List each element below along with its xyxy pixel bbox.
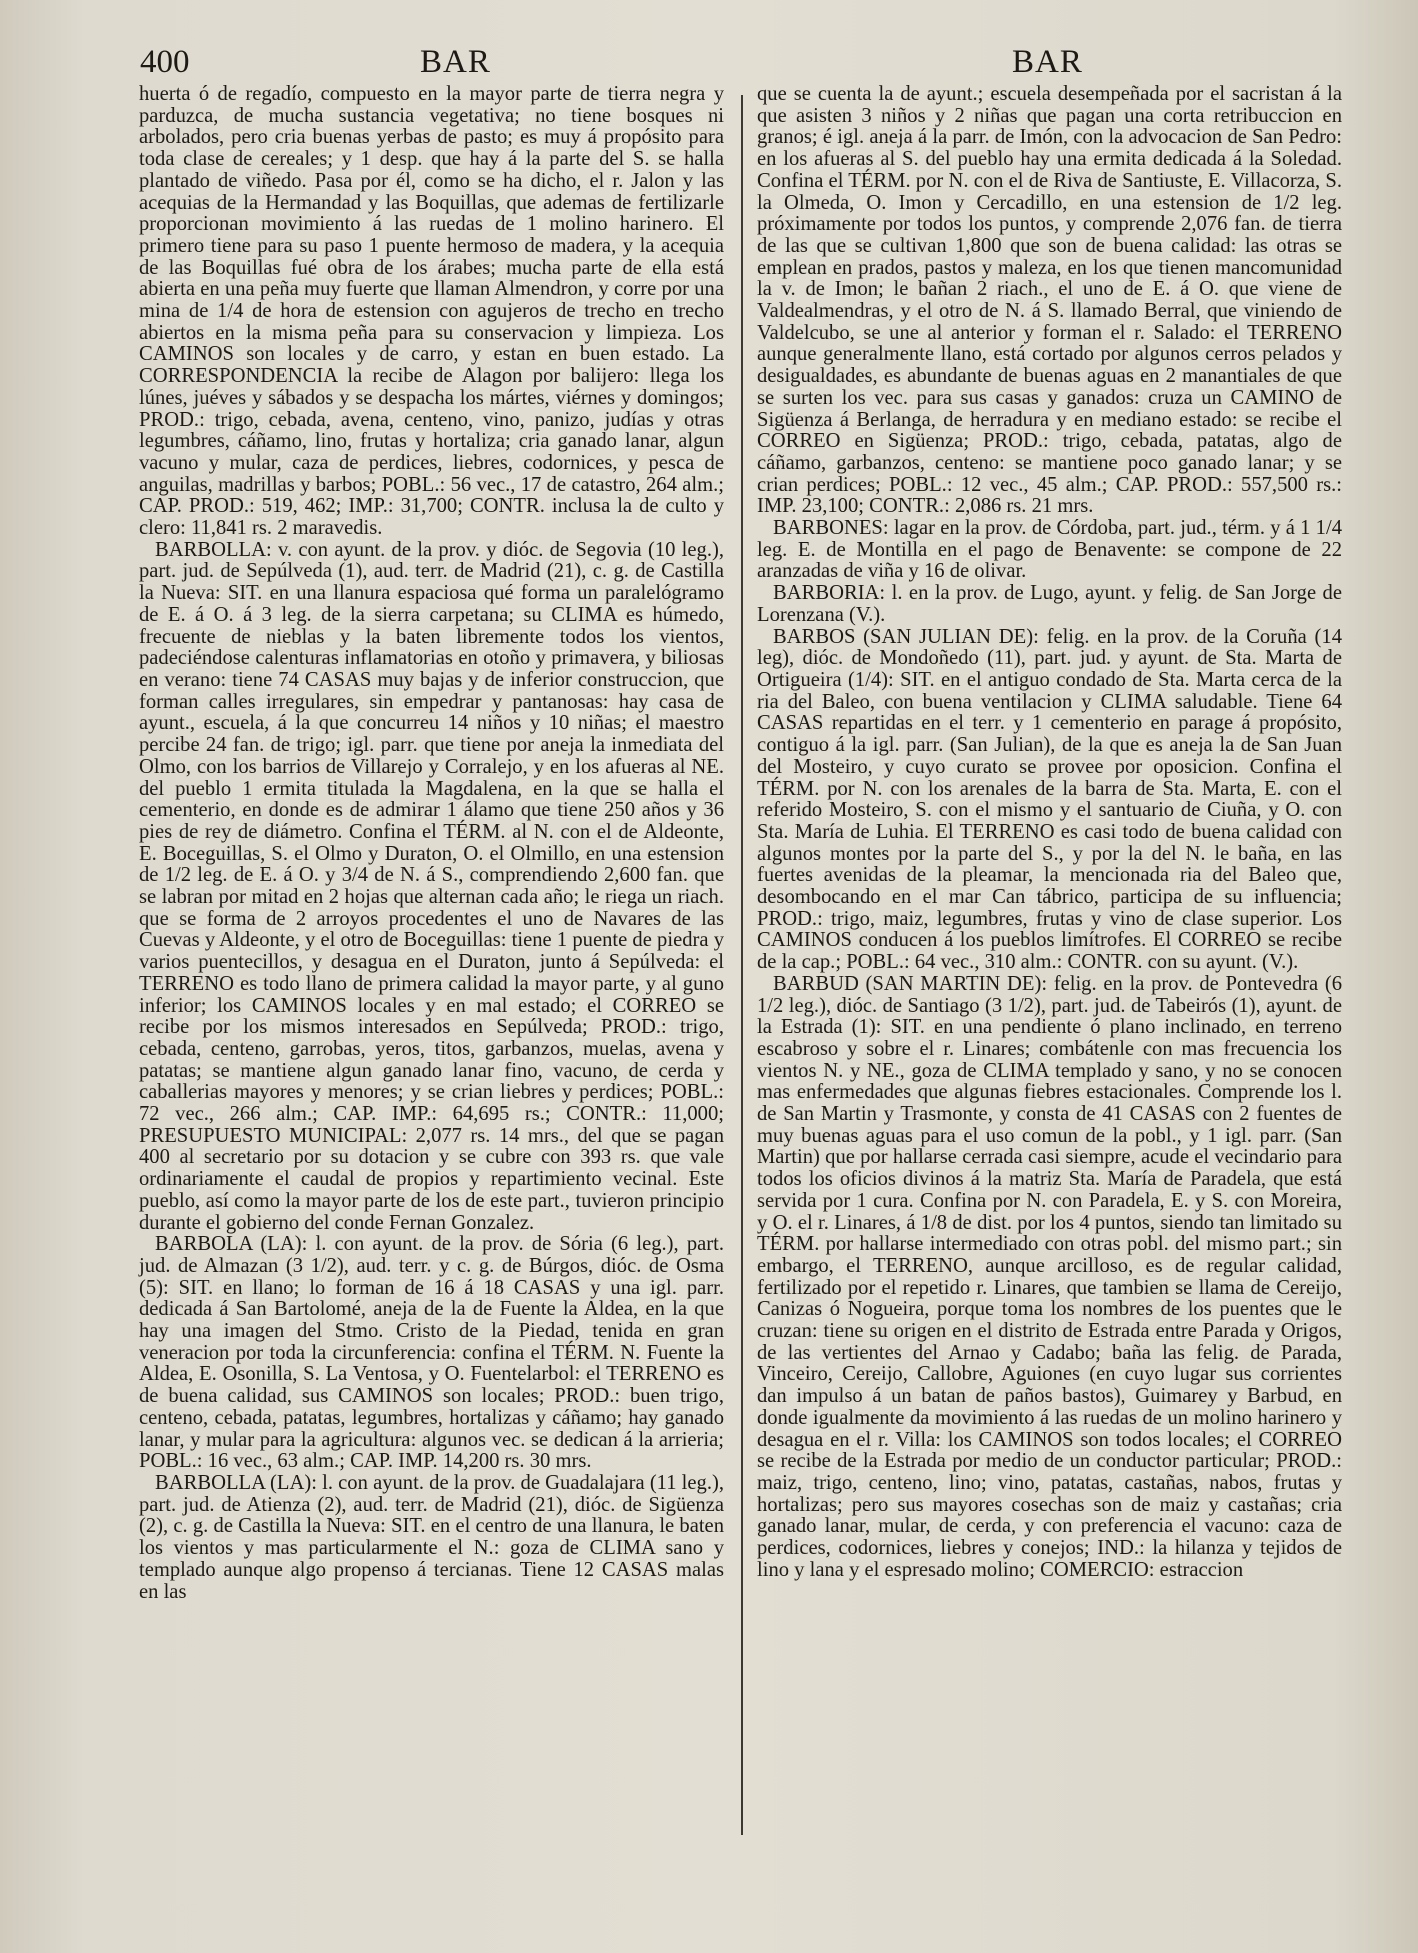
running-head-right: BAR (1012, 44, 1083, 80)
entry-barbolla-segovia: BARBOLLA: v. con ayunt. de la prov. y dióc. de Segovia (10 leg.), part. jud. de Sepúlveda (1), aud. terr. de Madrid (21), c. g. de Castilla la Nueva: SIT. en una llanura espaciosa qué forma un paralelógramo de E. á O. á 3 leg. de la sierra carpetana; su CLIMA es húmedo, frecuente de nieblas y la baten libremente todos los vientos, padeciéndose calenturas inflamatorias en otoño y primavera, y biliosas en verano: tiene 74 CASAS muy bajas y de inferior construccion, que forman calles irregulares, sin empedrar y pantanosas: hay casa de ayunt., escuela, á la que concurreu 14 niños y 10 niñas; el maestro percibe 24 fan. de trigo; igl. parr. que tiene por aneja la inmediata del Olmo, con los barrios de Villarejo y Corralejo, y en los afueras al NE. del pueblo 1 ermita titulada la Magdalena, en la que se halla el cementerio, en donde es de admirar 1 álamo que tiene 250 años y 36 pies de rey de diámetro. Confina el TÉRM. al N. con el de Aldeonte, E. Boceguillas, S. el Olmo y Duraton, O. el Olmillo, en una estension de 1/2 leg. de E. á O. y 3/4 de N. á S., comprendiendo 2,600 fan. que se labran por mitad en 2 hojas que alternan cada año; le riega un riach. que se forma de 2 arroyos procedentes el uno de Navares de las Cuevas y Aldeonte, y el otro de Boceguillas: tiene 1 puente de piedra y varios puentecillos, y desagua en el Duraton, junto á Sepúlveda: el TERRENO es todo llano de primera calidad la mayor parte, y al guno inferior; los CAMINOS locales y en mal estado; el CORREO se recibe por los mismos interesados en Sepúlveda; PROD.: trigo, cebada, centeno, garrobas, yeros, titos, garbanzos, muelas, avena y patatas; se mantiene algun ganado lanar fino, vacuno, de cerda y caballerias mayores y menores; y se crian liebres y perdices; POBL.: 72 vec., 266 alm.; CAP. IMP.: 64,695 rs.; CONTR.: 11,000; PRESUPUESTO MUNICIPAL: 2,077 rs. 14 mrs., del que se pagan 400 al secretario por su dotacion y se cubre con 393 rs. que vale ordinariamente el caudal de propios y repartimiento vecinal. Este pueblo, así como la mayor parte de los de este part., tuvieron principio durante el gobierno del conde Fernan Gonzalez. (139, 538, 724, 1234)
page-number: 400 (140, 44, 190, 80)
entry-barbones: BARBONES: lagar en la prov. de Córdoba, part. jud., térm. y á 1 1/4 leg. E. de Montilla en el pago de Benavente: se compone de 22 aranzadas de viña y 16 de olivar. (757, 517, 1342, 583)
running-head-left: BAR (420, 44, 491, 80)
right-column (757, 84, 1342, 1582)
entry-barboria: BARBORIA: l. en la prov. de Lugo, ayunt. y felig. de San Jorge de Lorenzana (V.). (757, 582, 1342, 626)
left-column (139, 84, 724, 1603)
column-divider (741, 95, 743, 1835)
entry-barbola-soria: BARBOLA (LA): l. con ayunt. de la prov. de Sória (6 leg.), part. jud. de Almazan (3 1/2), aud. terr. y c. g. de Búrgos, dióc. de Osma (5): SIT. en llano; lo forman de 16 á 18 CASAS y una igl. parr. dedicada á San Bartolomé, aneja de la de Fuente la Aldea, en la que hay una imagen del Stmo. Cristo de la Piedad, tenida en gran veneracion por toda la circunferencia: confina el TÉRM. N. Fuente la Aldea, E. Osonilla, S. La Ventosa, y O. Fuentelarbol: el TERRENO es de buena calidad, sus CAMINOS son locales; PROD.: buen trigo, centeno, cebada, patatas, legumbres, hortalizas y cáñamo; hay ganado lanar, y mular para la agricultura: algunos vec. se dedican á la arrieria; POBL.: 16 vec., 63 alm.; CAP. IMP. 14,200 rs. 30 mrs. (139, 1233, 724, 1473)
entry-barbos: BARBOS (SAN JULIAN DE): felig. en la prov. de la Coruña (14 leg), dióc. de Mondoñedo (11), part. jud. y ayunt. de Sta. Marta de Ortigueira (1/4): SIT. en el antiguo condado de Sta. Marta cerca de la ria del Baleo, con buena ventilacion y CLIMA saludable. Tiene 64 CASAS repartidas en el terr. y 1 cementerio en parage á propósito, contiguo á la igl. parr. (San Julian), de la que es aneja la de San Juan del Mosteiro, y cuyo curato se provee por oposicion. Confina el TÉRM. por N. con los arenales de la barra de Sta. Marta, E. con el referido Mosteiro, S. con el mismo y el santuario de Ciuña, y O. con Sta. María de Luhia. El TERRENO es casi todo de buena calidad con algunos montes por la parte del S., y por la del N. le baña, en las fuertes avenidas de la pleamar, la mencionada ria del Baleo que, desombocando en el mar Can tábrico, participa de su influencia; PROD.: trigo, maiz, legumbres, frutas y vino de clase superior. Los CAMINOS conducen á los pueblos limítrofes. El CORREO se recibe de la cap.; POBL.: 64 vec., 310 alm.: CONTR. con su ayunt. (V.). (757, 625, 1342, 974)
entry-barbolla-guadalajara: BARBOLLA (LA): l. con ayunt. de la prov. de Guadalajara (11 leg.), part. jud. de Atienza (2), aud. terr. de Madrid (21), dióc. de Sigüenza (2), c. g. de Castilla la Nueva: SIT. en el centro de una llanura, le baten los vientos y mas particularmente el N.: goza de CLIMA sano y templado aunque algo propenso á tercianas. Tiene 12 CASAS malas en las (139, 1472, 724, 1603)
entry-continuation-right: que se cuenta la de ayunt.; escuela desempeñada por el sacristan á la que asisten 3 niños y 2 niñas que pagan una corta retribuccion en granos; é igl. aneja á la parr. de Imón, con la advocacion de San Pedro: en los afueras al S. del pueblo hay una ermita dedicada á la Soledad. Confina el TÉRM. por N. con el de Riva de Santiuste, E. Villacorza, S. la Olmeda, O. Imon y Cercadillo, en una estension de 1/2 leg. próximamente por todos los puntos, y comprende 2,076 fan. de tierra de las que se cultivan 1,800 que son de buena calidad: las otras se emplean en prados, pastos y maleza, en los que tienen mancomunidad la v. de Imon; le bañan 2 riach., el uno de E. á O. que viene de Valdealmendras, y el otro de N. á S. llamado Berral, que viniendo de Valdelcubo, se une al anterior y forman el r. Salado: el TERRENO aunque generalmente llano, está cortado por algunos cerros pelados y desigualdades, es abundante de buenas aguas en 2 manantiales de que se surten los vec. para sus casas y ganados: cruza un CAMINO de Sigüenza á Berlanga, de herradura y en mediano estado: se recibe el CORREO en Sigüenza; PROD.: trigo, cebada, patatas, algo de cáñamo, garbanzos, centeno: se mantiene poco ganado lanar; y se crian perdices; POBL.: 12 vec., 45 alm.; CAP. PROD.: 557,500 rs.: IMP. 23,100; CONTR.: 2,086 rs. 21 mrs. (757, 83, 1342, 518)
entry-barbud: BARBUD (SAN MARTIN DE): felig. en la prov. de Pontevedra (6 1/2 leg.), dióc. de Santiago (3 1/2), part. jud. de Tabeirós (1), ayunt. de la Estrada (1): SIT. en una pendiente ó plano inclinado, en terreno escabroso y sobre el r. Linares; combátenle con mas frecuencia los vientos N. y NE., goza de CLIMA templado y sano, y no se conocen mas enfermedades que algunas fiebres estacionales. Comprende los l. de San Martin y Trasmonte, y consta de 41 CASAS con 2 fuentes de muy buenas aguas para el uso comun de la pobl., y 1 igl. parr. (San Martin) que por hallarse cerrada casi siempre, acude el vecindario para todos los oficios divinos á la matriz Sta. María de Paradela, que está servida por 1 cura. Confina por N. con Paradela, E. y S. con Moreira, y O. el r. Linares, á 1/8 de dist. por los 4 puntos, siendo tan limitado su TÉRM. por hallarse intermediado con otras pobl. del mismo part.; sin embargo, el TERRENO, aunque arcilloso, es de regular calidad, fertilizado por el repetido r. Linares, que tambien se llama de Cereijo, Canizas ó Nogueira, porque toma los nombres de los puentes que le cruzan: tiene su origen en el distrito de Estrada entre Parada y Origos, de las vertientes del Arnao y Cadabo; baña las felig. de Parada, Vinceiro, Cereijo, Callobre, Aguiones (en cuyo lugar sus corrientes dan impulso á un batan de paños bastos), Guimarey y Barbud, en donde igualmente da movimiento á las ruedas de un molino harinero y desagua en el r. Villa: los CAMINOS son todos locales; el CORREO se recibe de la Estrada por medio de un conductor particular; PROD.: maiz, trigo, centeno, lino; vino, patatas, castañas, nabos, frutas y hortalizas; pero sus mayores cosechas son de maiz y castañas; cria ganado lanar, mular, de cerda, y con preferencia el vacuno: caza de perdices, codornices, liebres y conejos; IND.: la hilanza y tejidos de lino y lana y el espresado molino; COMERCIO: estraccion (757, 972, 1342, 1581)
entry-continuation: huerta ó de regadío, compuesto en la mayor parte de tierra negra y parduzca, de mucha sustancia vegetativa; no tiene bosques ni arbolados, pero cria buenas yerbas de pasto; es muy á propósito para toda clase de cereales; y 1 desp. que hay á la parte del S. se halla plantado de viñedo. Pasa por él, como se ha dicho, el r. Jalon y las acequias de la Hermandad y las Boquillas, que ademas de fertilizarle proporcionan movimiento á las ruedas de 1 molino harinero. El primero tiene para su paso 1 puente hermoso de madera, y la acequia de las Boquillas fué obra de los árabes; mucha parte de ella está abierta en una peña muy fuerte que llaman Almendron, y corre por una mina de 1/4 de hora de estension con agujeros de trecho en trecho abiertos en la misma peña para su conservacion y limpieza. Los CAMINOS son locales y de carro, y estan en buen estado. La CORRESPONDENCIA la recibe de Alagon por balijero: llega los lúnes, juéves y sábados y se despacha los mártes, viérnes y domingos; PROD.: trigo, cebada, avena, centeno, vino, panizo, judías y otras legumbres, cáñamo, lino, frutas y hortaliza; cria ganado lanar, algun vacuno y mular, caza de perdices, liebres, codornices, y pesca de anguilas, madrillas y barbos; POBL.: 56 vec., 17 de catastro, 264 alm.; CAP. PROD.: 519, 462; IMP.: 31,700; CONTR. inclusa la de culto y clero: 11,841 rs. 2 maravedis. (139, 83, 724, 540)
